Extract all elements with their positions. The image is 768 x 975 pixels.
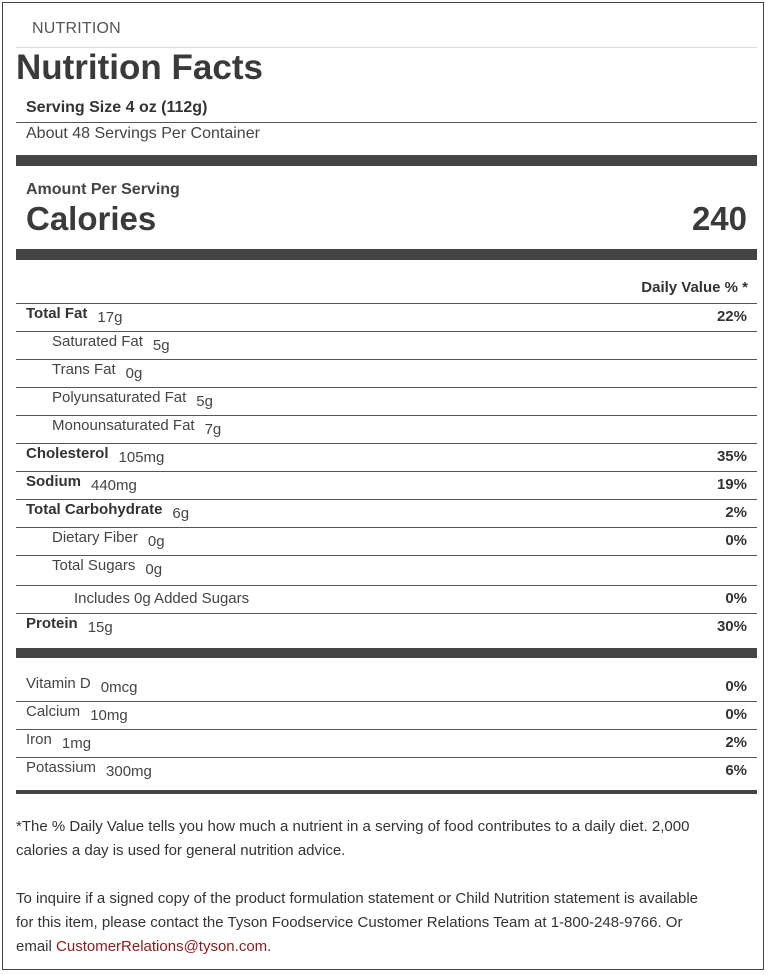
- nutrient-amount: 0g: [125, 365, 143, 382]
- nutrient-amount: 17g: [97, 309, 123, 326]
- daily-value-percent: 19%: [716, 476, 747, 493]
- nutrient-amount: 5g: [196, 393, 213, 410]
- inquiry-suffix: .: [267, 938, 272, 955]
- thick-divider: [16, 790, 757, 794]
- daily-value-percent: 0%: [725, 590, 747, 607]
- thick-divider: [16, 249, 757, 260]
- email-link[interactable]: CustomerRelations@tyson.com: [56, 938, 268, 955]
- nutrient-name: Total Sugars: [52, 557, 136, 574]
- nutrient-row-monounsaturated-fat: [16, 416, 757, 444]
- nutrient-amount: 300mg: [106, 763, 152, 780]
- nutrient-amount: 10mg: [90, 707, 128, 724]
- footnote-line: for this item, please contact the Tyson Foodservice Customer Relations Team at 1-800-248-9766. Or: [16, 914, 683, 931]
- nutrient-amount: 1mg: [61, 735, 92, 752]
- nutrient-name: Potassium: [26, 759, 97, 776]
- daily-value-percent: 0%: [725, 678, 747, 695]
- nutrient-name: Iron: [26, 731, 52, 748]
- daily-value-percent: 0%: [725, 706, 747, 723]
- nutrient-row-cholesterol: [16, 444, 757, 472]
- daily-value-percent: 0%: [725, 532, 747, 549]
- footnote-line: [16, 935, 746, 959]
- nutrient-name: Calcium: [26, 703, 81, 720]
- nutrient-row-sodium: [16, 472, 757, 500]
- nutrient-name: Dietary Fiber: [52, 529, 138, 546]
- nutrient-row-calcium: [16, 702, 757, 730]
- inquiry-footnote: [16, 887, 746, 959]
- nutrient-name: Monounsaturated Fat: [52, 417, 195, 434]
- amount-per-serving-label: Amount Per Serving: [26, 181, 180, 198]
- thick-divider: [16, 648, 757, 658]
- nutrient-row-protein: [16, 614, 757, 642]
- daily-value-percent: 22%: [716, 308, 747, 325]
- nutrient-row-polyunsaturated-fat: [16, 388, 757, 416]
- daily-value-header: Daily Value % *: [641, 279, 748, 296]
- inquiry-prefix: email: [16, 938, 57, 955]
- daily-value-percent: 6%: [725, 762, 747, 779]
- nutrient-row-saturated-fat: [16, 332, 757, 360]
- nutrient-amount: 0g: [147, 533, 165, 550]
- nutrient-amount: 0g: [145, 561, 163, 578]
- nutrient-row-potassium: [16, 758, 757, 786]
- daily-value-percent: 2%: [725, 504, 747, 521]
- nutrient-name: Polyunsaturated Fat: [52, 389, 187, 406]
- nutrient-name: Total Carbohydrate: [26, 501, 163, 518]
- nutrient-amount: 5g: [152, 337, 170, 354]
- nutrient-amount: 6g: [172, 505, 190, 522]
- nutrient-name: Total Fat: [26, 305, 88, 322]
- nutrient-row-vitamin-d: [16, 674, 757, 702]
- nutrient-row-iron: [16, 730, 757, 758]
- nutrient-name: Vitamin D: [26, 675, 91, 692]
- nutrient-amount: 105mg: [118, 449, 165, 466]
- nutrient-amount: 7g: [204, 421, 222, 438]
- thick-divider: [16, 155, 757, 166]
- nutrient-row-includes-0g-added-sugars: [16, 586, 757, 614]
- page-title: Nutrition Facts: [16, 48, 263, 87]
- nutrient-name: Trans Fat: [52, 361, 116, 378]
- nutrient-name: Cholesterol: [26, 445, 109, 462]
- nutrient-row-total-sugars: [16, 556, 757, 584]
- nutrient-amount: 440mg: [91, 477, 137, 494]
- daily-value-percent: 2%: [725, 734, 747, 751]
- nutrient-row-trans-fat: [16, 360, 757, 388]
- divider: [16, 122, 757, 123]
- footnote-line: *The % Daily Value tells you how much a nutrient in a serving of food contributes to a daily diet. 2,000: [16, 818, 690, 835]
- footnote-line: To inquire if a signed copy of the product formulation statement or Child Nutrition statement is available: [16, 890, 699, 907]
- nutrient-row-total-fat: [16, 304, 757, 332]
- nutrient-row-dietary-fiber: [16, 528, 757, 556]
- nutrient-amount: 15g: [87, 619, 113, 636]
- nutrient-name: Saturated Fat: [52, 333, 143, 350]
- servings-per-container: About 48 Servings Per Container: [26, 125, 260, 142]
- calories-value: 240: [691, 200, 747, 237]
- nutrient-name: Sodium: [26, 473, 81, 490]
- nutrient-name: Includes 0g Added Sugars: [74, 590, 250, 607]
- section-label: NUTRITION: [32, 20, 121, 37]
- daily-value-percent: 35%: [716, 448, 747, 465]
- nutrient-row-total-carbohydrate: [16, 500, 757, 528]
- serving-size: Serving Size 4 oz (112g): [26, 99, 208, 116]
- footnote-line: calories a day is used for general nutrition advice.: [16, 842, 346, 859]
- nutrient-amount: 0mcg: [100, 679, 138, 696]
- daily-value-percent: 30%: [716, 618, 747, 635]
- nutrient-name: Protein: [26, 615, 78, 632]
- calories-label: Calories: [26, 200, 157, 237]
- daily-value-footnote: [16, 815, 746, 863]
